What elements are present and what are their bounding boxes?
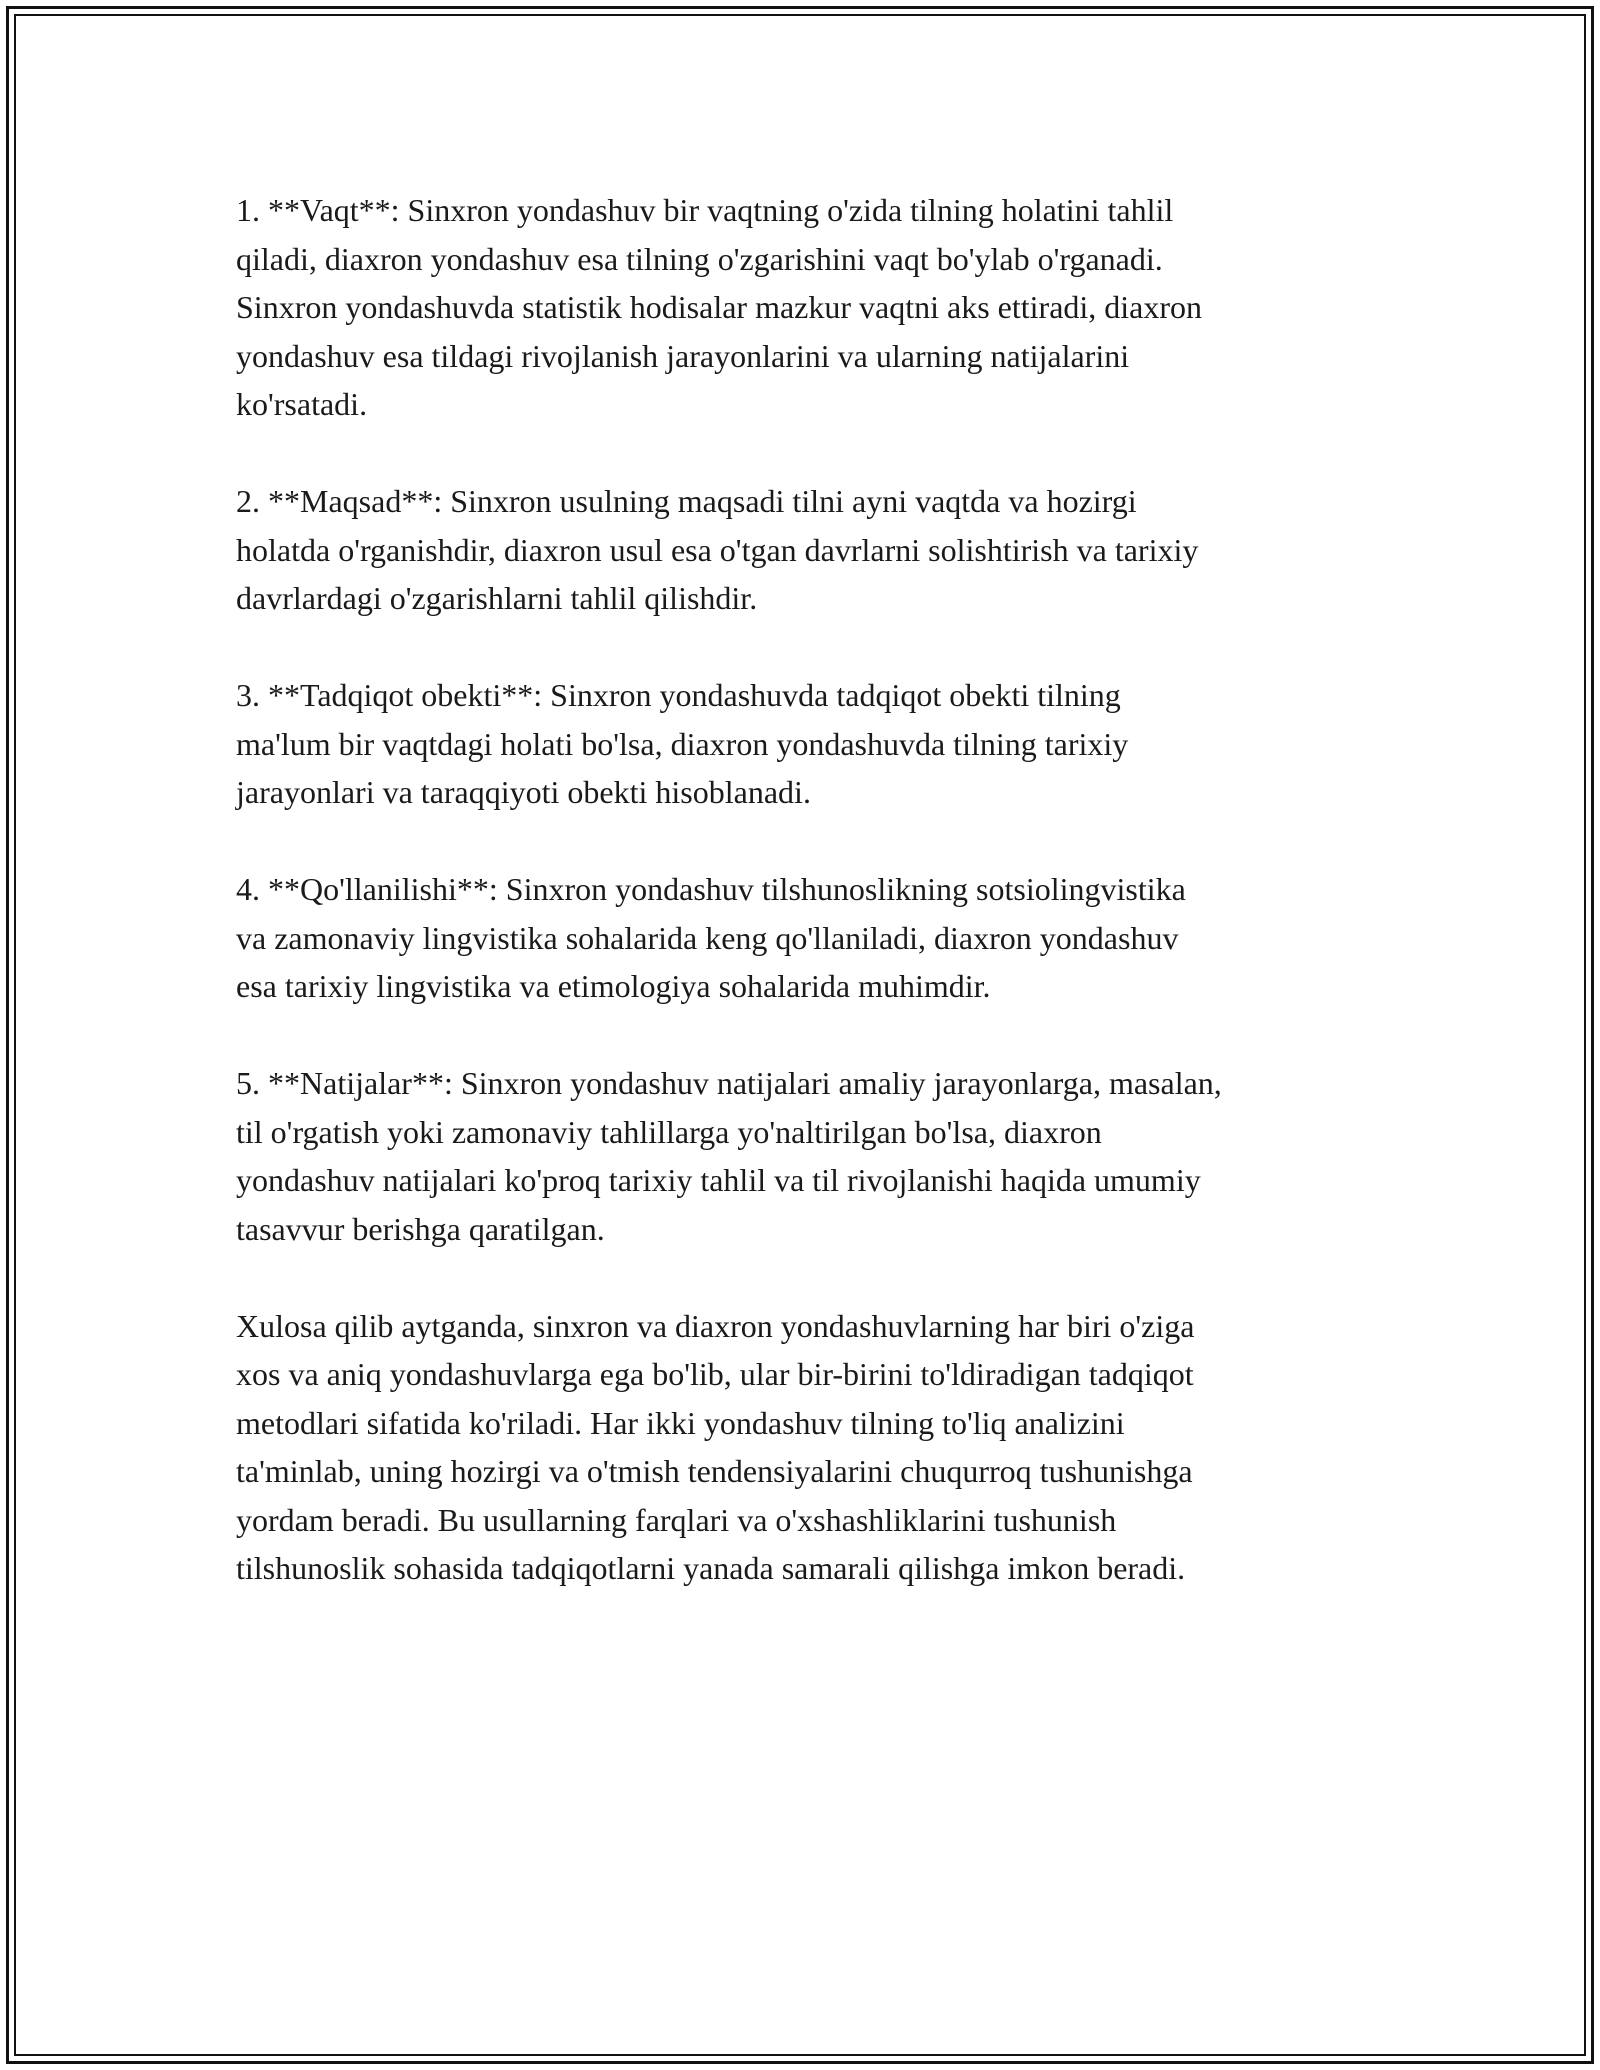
paragraph-maqsad: 2. **Maqsad**: Sinxron usulning maqsadi tilni ayni vaqtda va hozirgi holatda o'rganishdir, diaxron usul esa o'tgan davrlarni solishtirish va tarixiy davrlardagi o'zgarishlarni tahlil qilishdir. xyxy=(236,483,1199,616)
document-body xyxy=(236,186,1386,1593)
paragraph-tadqiqot-obekti: 3. **Tadqiqot obekti**: Sinxron yondashuvda tadqiqot obekti tilning ma'lum bir vaqtdagi holati bo'lsa, diaxron yondashuvda tilning tarixiy jarayonlari va taraqqiyoti obekti hisoblanadi. xyxy=(236,677,1129,810)
paragraph-vaqt: 1. **Vaqt**: Sinxron yondashuv bir vaqtning o'zida tilning holatini tahlil qiladi, diaxron yondashuv esa tilning o'zgarishini vaqt bo'ylab o'rganadi. Sinxron yondashuvda statistik hodisalar mazkur vaqtni aks ettiradi, diaxron yondashuv esa tildagi rivojlanish jarayonlarini va ularning natijalarini ko'rsatadi. xyxy=(236,192,1203,422)
paragraph-qollanilishi: 4. **Qo'llanilishi**: Sinxron yondashuv tilshunoslikning sotsiolingvistika va zamonaviy lingvistika sohalarida keng qo'llaniladi, diaxron yondashuv esa tarixiy lingvistika va etimologiya sohalarida muhimdir. xyxy=(236,871,1186,1004)
paragraph-xulosa: Xulosa qilib aytganda, sinxron va diaxron yondashuvlarning har biri o'ziga xos va aniq yondashuvlarga ega bo'lib, ular bir-birini to'ldiradigan tadqiqot metodlari sifatida ko'riladi. Har ikki yondashuv tilning to'liq analizini ta'minlab, uning hozirgi va o'tmish tendensiyalarini chuqurroq tushunishga yordam beradi. Bu usullarning farqlari va o'xshashliklarini tushunish tilshunoslik sohasida tadqiqotlarni yanada samarali qilishga imkon beradi. xyxy=(236,1307,1195,1586)
paragraph-natijalar: 5. **Natijalar**: Sinxron yondashuv natijalari amaliy jarayonlarga, masalan, til o'rgatish yoki zamonaviy tahlillarga yo'naltirilgan bo'lsa, diaxron yondashuv natijalari ko'proq tarixiy tahlil va til rivojlanishi haqida umumiy tasavvur berishga qaratilgan. xyxy=(236,1065,1222,1247)
